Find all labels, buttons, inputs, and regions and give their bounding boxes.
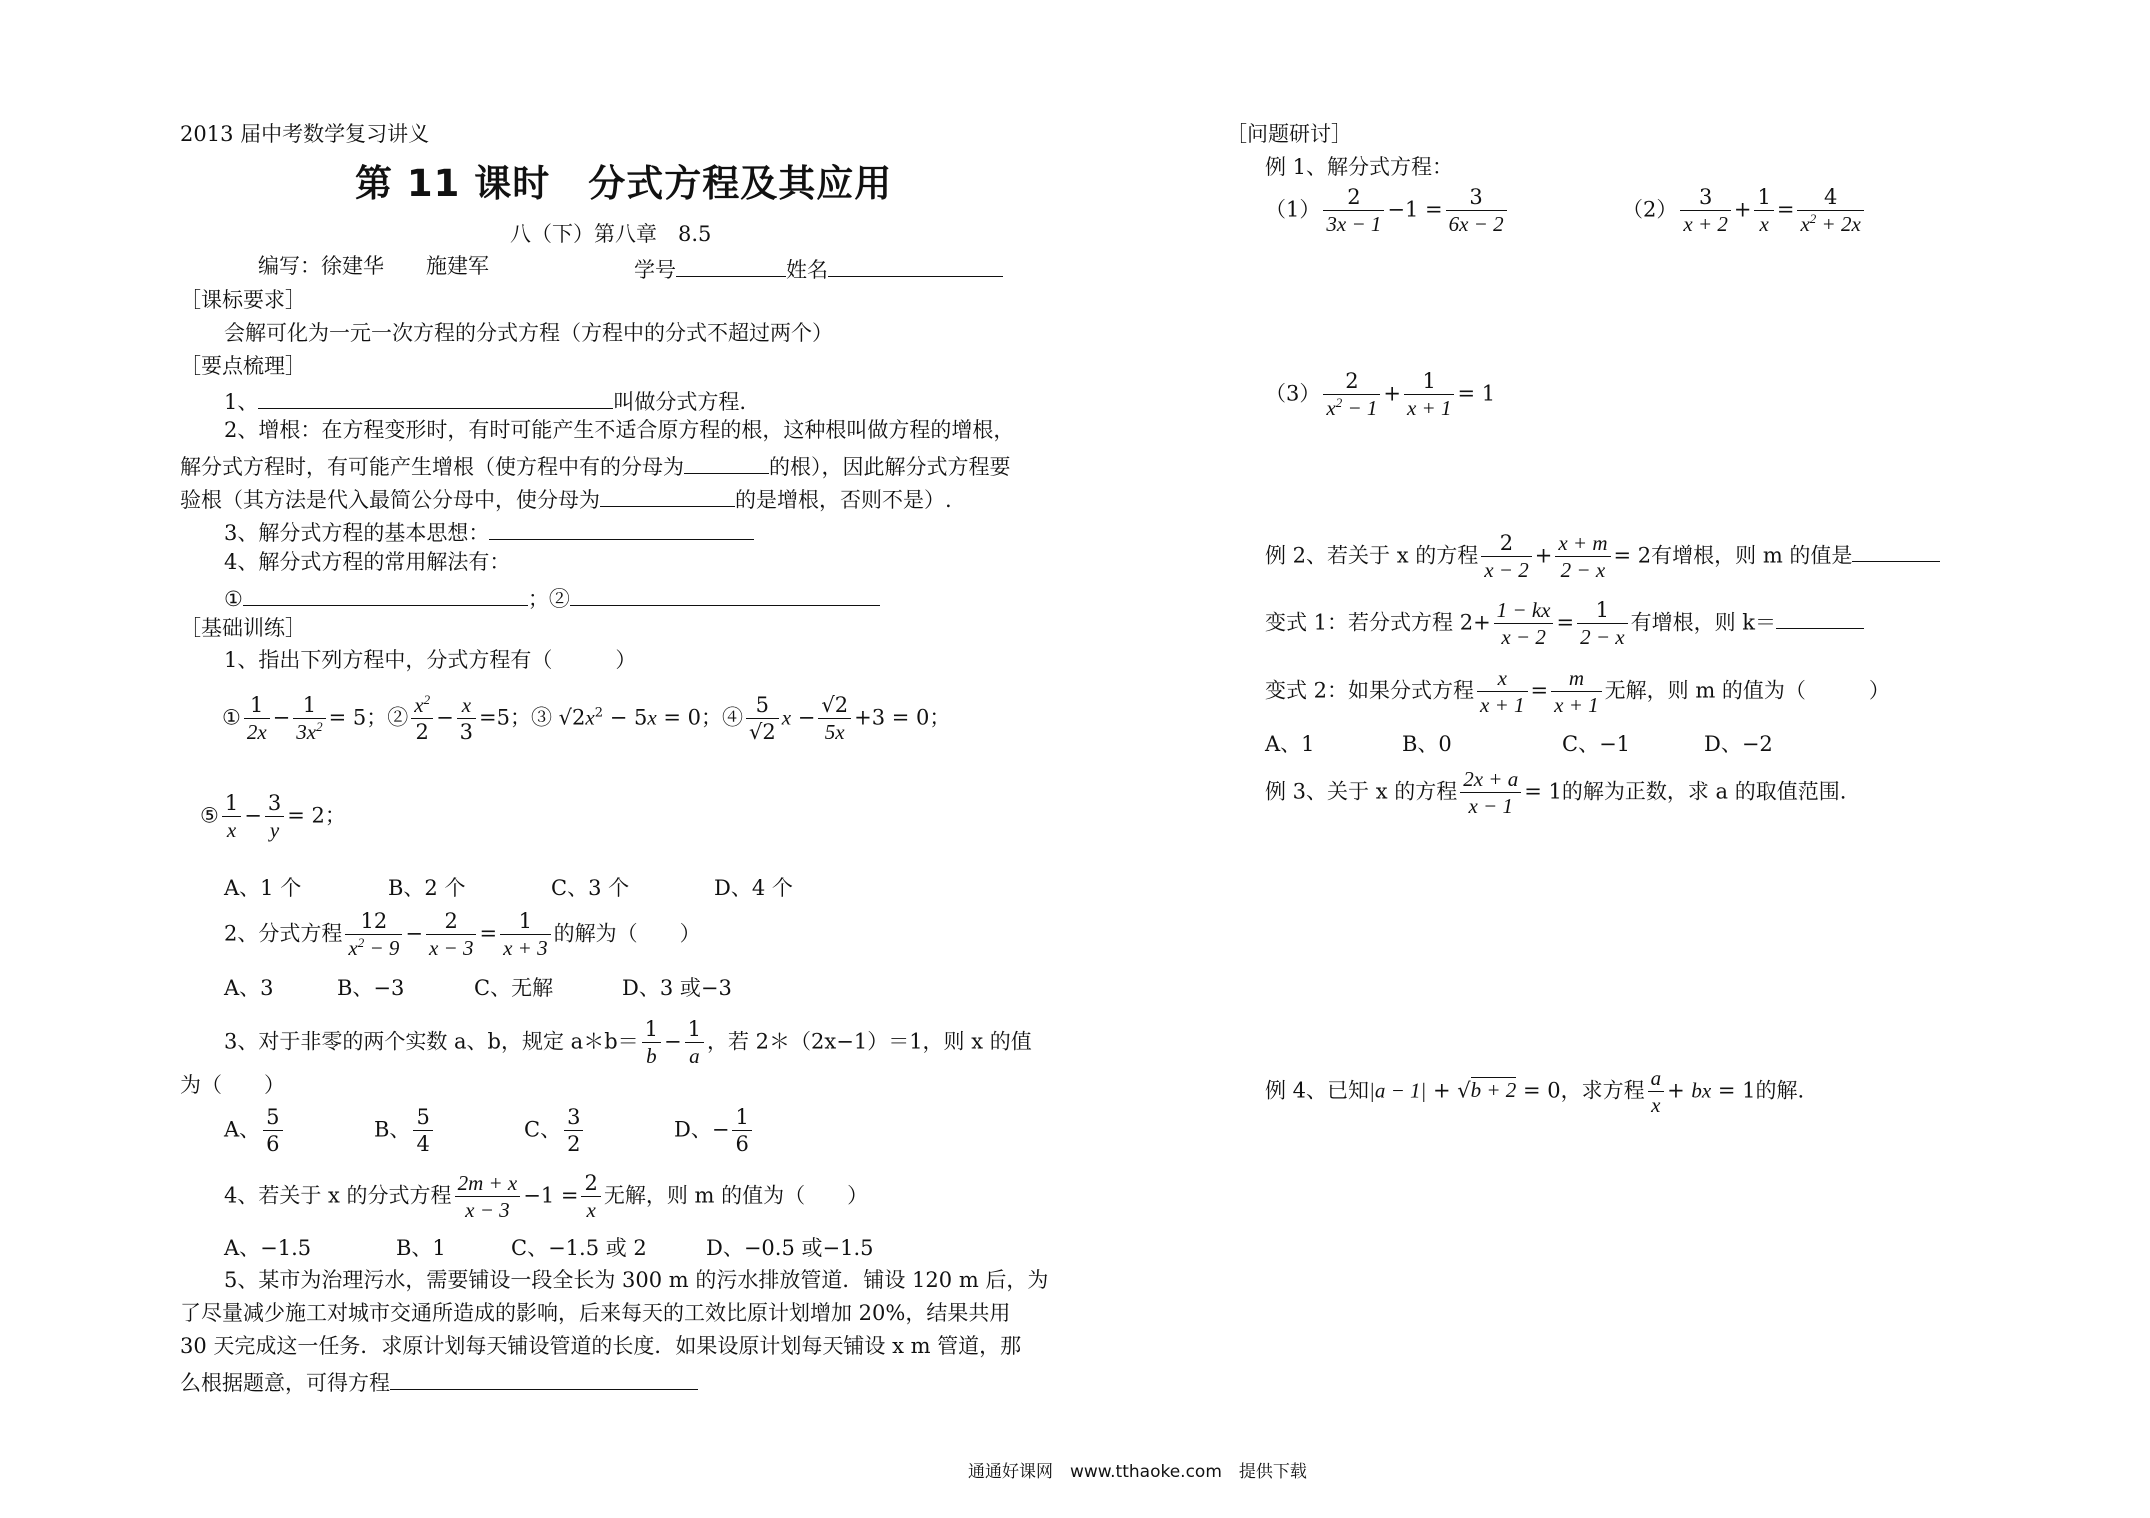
example-3: 例 3、关于 x 的方程 $\frac{2x + a}{x - 1}$ = 1的解为正数，求 a 的取值范围. bbox=[1265, 767, 1847, 819]
example-1-eq3: （3） $\frac{2}{x^2 - 1}$ + $\frac{1}{x + 1}$ = 1 bbox=[1265, 369, 1496, 421]
q3-option-b[interactable]: B、 $\frac{5}{4}$ bbox=[374, 1104, 524, 1158]
page-title: 第 11 课时 分式方程及其应用 bbox=[355, 162, 893, 205]
research-title: ［问题研讨］ bbox=[1226, 122, 1352, 146]
q1-equation-5: ⑤ $\frac{1}{x}$ − $\frac{3}{y}$ = 2； bbox=[200, 791, 346, 843]
var2-option-b[interactable]: B、0 bbox=[1402, 732, 1452, 756]
example-1: 例 1、解分式方程： bbox=[1265, 155, 1454, 179]
basic-q5-line4: 么根据题意，可得方程 bbox=[180, 1367, 698, 1396]
var2-option-d[interactable]: D、−2 bbox=[1704, 732, 1773, 756]
student-no-label: 学号 bbox=[634, 258, 676, 282]
basic-q5-line2: 了尽量减少施工对城市交通所造成的影响，后来每天的工效比原计划增加 20%，结果共用 bbox=[180, 1301, 1011, 1325]
footer-source: 通通好课网 www.tthaoke.com 提供下载 bbox=[968, 1462, 1307, 1482]
point-2-line2: 解分式方程时，有可能产生增根（使方程中有的分母为 的根），因此解分式方程要 bbox=[180, 451, 1011, 480]
q2-option-c[interactable]: C、无解 bbox=[474, 976, 554, 1000]
q2-option-a[interactable]: A、3 bbox=[224, 976, 274, 1000]
q4-option-c[interactable]: C、−1.5 或 2 bbox=[511, 1236, 647, 1260]
basic-q5-line1: 5、某市为治理污水，需要铺设一段全长为 300 m 的污水排放管道．铺设 120 m 后，为 bbox=[224, 1268, 1049, 1292]
basic-q3: 3、对于非零的两个实数 a、b，规定 a＊b＝ $\frac{1}{b}$ − $\frac{1}{a}$ ，若 2＊（2x−1）＝1，则 x 的值 bbox=[224, 1017, 1032, 1069]
chapter-label: 八（下）第八章 8.5 bbox=[510, 222, 712, 246]
point-2-line3: 验根（其方法是代入最简公分母中，使分母为 的是增根，否则不是）. bbox=[180, 484, 952, 513]
authors-label: 编写：徐建华 施建军 bbox=[258, 254, 489, 278]
q2-options bbox=[224, 976, 732, 1001]
name-label: 姓名 bbox=[786, 258, 828, 282]
variant-2-options bbox=[1265, 732, 1773, 757]
q4-options bbox=[224, 1236, 874, 1261]
example-2: 例 2、若关于 x 的方程 $\frac{2}{x - 2}$ + $\frac{x + m}{2 - x}$ = 2有增根，则 m 的值是 bbox=[1265, 530, 1940, 584]
point-4-blanks: ① ；② bbox=[224, 583, 880, 612]
var2-option-a[interactable]: A、1 bbox=[1265, 732, 1315, 756]
q3-options bbox=[224, 1104, 755, 1158]
standard-title: ［课标要求］ bbox=[180, 288, 306, 312]
student-no-field[interactable] bbox=[634, 254, 1003, 283]
basic-q5-line3: 30 天完成这一任务．求原计划每天铺设管道的长度．如果设原计划每天铺设 x m 管道，那 bbox=[180, 1334, 1022, 1358]
q1-options bbox=[224, 876, 793, 901]
q3-option-c[interactable]: C、 $\frac{3}{2}$ bbox=[524, 1104, 674, 1158]
q1-option-c[interactable]: C、3 个 bbox=[551, 876, 630, 900]
point-4: 4、解分式方程的常用解法有： bbox=[224, 550, 511, 574]
example-1-eq2: （2） $\frac{3}{x + 2}$ + $\frac{1}{x}$ = $\frac{4}{x^2 + 2x}$ bbox=[1622, 184, 1867, 238]
course-label: 2013 届中考数学复习讲义 bbox=[180, 122, 430, 146]
point-1: 1、 叫做分式方程. bbox=[224, 386, 746, 415]
variant-1: 变式 1：若分式方程 2+ $\frac{1 - kx}{x - 2}$ = $\frac{1}{2 - x}$ 有增根，则 k＝ bbox=[1265, 597, 1864, 651]
q1-option-b[interactable]: B、2 个 bbox=[388, 876, 466, 900]
q1-equations: ① $\frac{1}{2x}$ − $\frac{1}{3x^2}$ = 5；② $\frac{x^2}{2}$ − $\frac{x}{3}$ =5；③ $√2x^2 - 5x = 0$；④ $\frac{5}{√2}$ x − $\frac{√2}{5x}$ +3 = 0； bbox=[222, 692, 951, 745]
var2-option-c[interactable]: C、−1 bbox=[1562, 732, 1631, 756]
q2-option-b[interactable]: B、−3 bbox=[337, 976, 405, 1000]
q3-option-d[interactable]: D、− $\frac{1}{6}$ bbox=[674, 1104, 755, 1158]
standard-text: 会解可化为一元一次方程的分式方程（方程中的分式不超过两个） bbox=[224, 321, 833, 345]
basic-q3-line2: 为（ ） bbox=[180, 1073, 285, 1097]
points-title: ［要点梳理］ bbox=[180, 354, 306, 378]
q4-option-d[interactable]: D、−0.5 或−1.5 bbox=[706, 1236, 874, 1260]
basic-q2: 2、分式方程 $\frac{12}{x^2 - 9}$ − $\frac{2}{x - 3}$ = $\frac{1}{x + 3}$ 的解为（ ） bbox=[224, 909, 701, 961]
basic-title: ［基础训练］ bbox=[180, 616, 306, 640]
q3-option-a[interactable]: A、 $\frac{5}{6}$ bbox=[224, 1104, 374, 1158]
basic-q4: 4、若关于 x 的分式方程 $\frac{2m + x}{x - 3}$ −1 = $\frac{2}{x}$ 无解，则 m 的值为（ ） bbox=[224, 1171, 869, 1223]
q4-option-a[interactable]: A、−1.5 bbox=[224, 1236, 312, 1260]
point-3: 3、解分式方程的基本思想： bbox=[224, 517, 754, 546]
q1-option-d[interactable]: D、4 个 bbox=[714, 876, 793, 900]
variant-2: 变式 2：如果分式方程 $\frac{x}{x + 1}$ = $\frac{m}{x + 1}$ 无解，则 m 的值为（ ） bbox=[1265, 666, 1890, 718]
example-4: 例 4、已知|a − 1| + √b + 2 = 0，求方程 $\frac{a}{x}$ + bx = 1的解. bbox=[1265, 1066, 1805, 1118]
q1-option-a[interactable]: A、1 个 bbox=[224, 876, 302, 900]
point-2-line1: 2、增根：在方程变形时，有时可能产生不适合原方程的根，这种根叫做方程的增根， bbox=[224, 418, 1015, 442]
example-1-eq1: （1） $\frac{2}{3x - 1}$ −1 = $\frac{3}{6x - 2}$ bbox=[1265, 184, 1510, 238]
basic-q1: 1、指出下列方程中，分式方程有（ ） bbox=[224, 648, 637, 672]
q2-option-d[interactable]: D、3 或−3 bbox=[622, 976, 732, 1000]
q4-option-b[interactable]: B、1 bbox=[396, 1236, 446, 1260]
